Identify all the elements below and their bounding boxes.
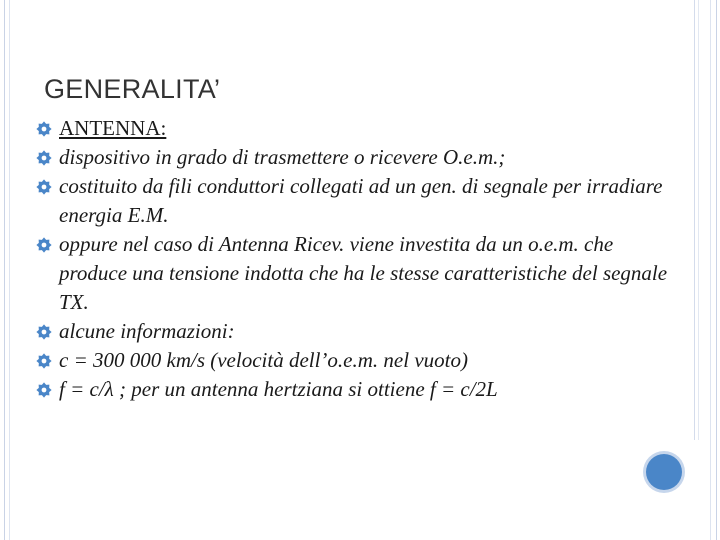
gear-icon — [36, 353, 52, 369]
gear-icon — [36, 382, 52, 398]
gear-icon — [36, 150, 52, 166]
frame-line — [9, 0, 10, 540]
bullet-item — [36, 317, 676, 346]
bullet-text: oppure nel caso di Antenna Ricev. viene investita da un o.e.m. che produce una tensione indotta che ha le stesse caratteristiche del segnale TX. — [59, 232, 668, 314]
bullet-item — [36, 230, 676, 317]
frame-line — [4, 0, 5, 540]
bullet-item — [36, 114, 676, 143]
bullet-text: f = c/λ ; per un antenna hertziana si ottiene f = c/2L — [59, 377, 498, 401]
bullet-list — [36, 114, 676, 404]
bullet-text: ANTENNA: — [59, 116, 167, 140]
frame-line — [694, 0, 695, 440]
bullet-item — [36, 172, 676, 230]
gear-icon — [36, 179, 52, 195]
bullet-text: c = 300 000 km/s (velocità dell’o.e.m. nel vuoto) — [59, 348, 468, 372]
frame-line — [710, 0, 711, 540]
bullet-item — [36, 143, 676, 172]
bullet-text: costituito da fili conduttori collegati ad un gen. di segnale per irradiare energia E.M. — [59, 174, 663, 227]
frame-line — [698, 0, 699, 440]
bullet-item — [36, 375, 676, 404]
gear-icon — [36, 237, 52, 253]
bullet-item — [36, 346, 676, 375]
bullet-text: alcune informazioni: — [59, 319, 235, 343]
circle-icon — [641, 449, 687, 495]
bullet-text: dispositivo in grado di trasmettere o ricevere O.e.m.; — [59, 145, 506, 169]
frame-line — [716, 0, 717, 540]
slide-title: GENERALITA’ — [44, 74, 221, 104]
gear-icon — [36, 324, 52, 340]
gear-icon — [36, 121, 52, 137]
